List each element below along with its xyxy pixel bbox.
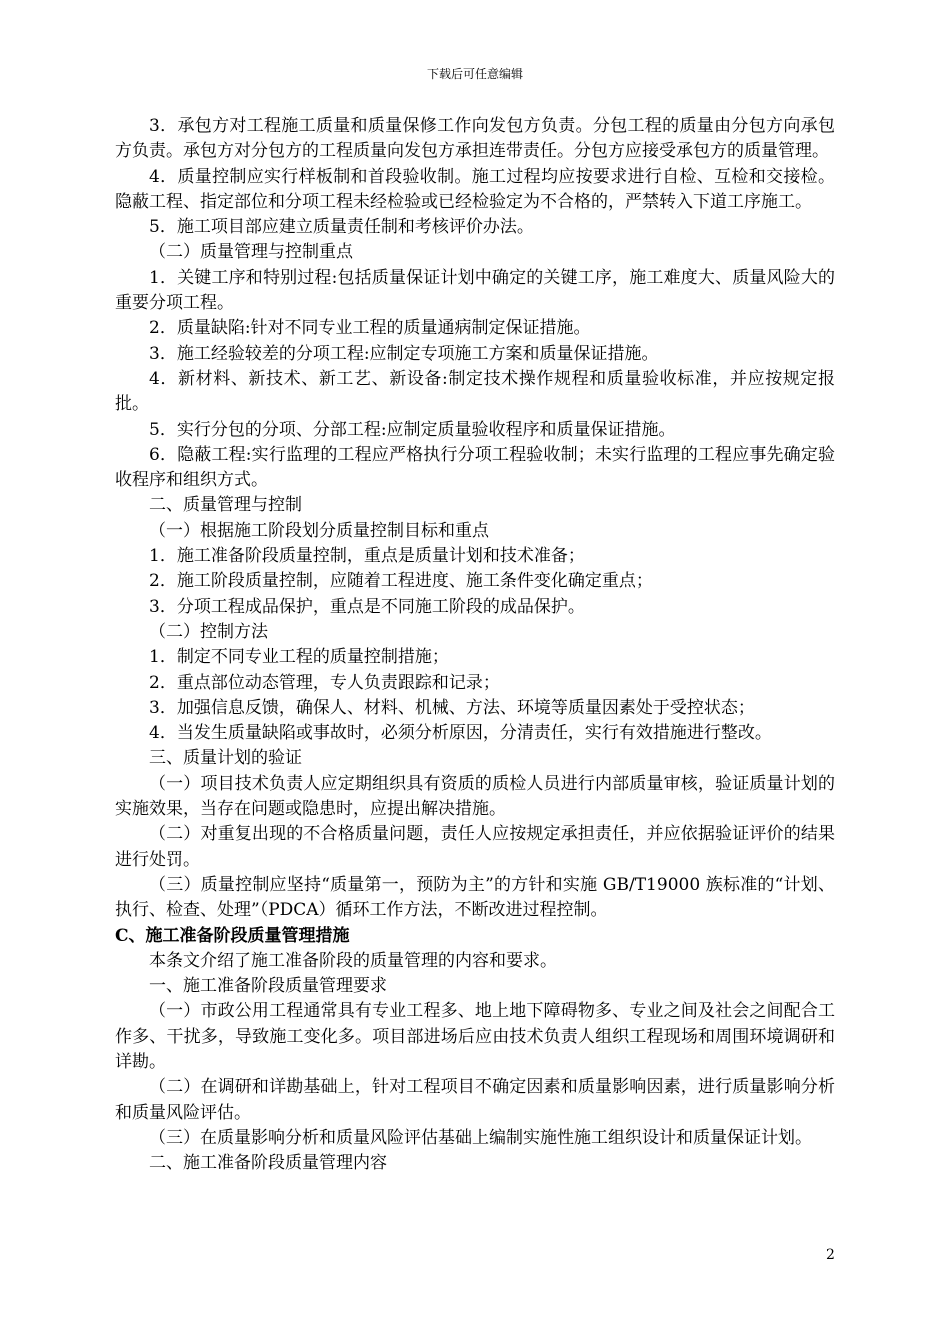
subsection-heading: （一）根据施工阶段划分质量控制目标和重点 <box>149 520 489 541</box>
paragraph: 4．当发生质量缺陷或事故时，必须分析原因，分清责任，实行有效措施进行整改。 <box>149 723 772 744</box>
paragraph: 2．重点部位动态管理，专人负责跟踪和记录； <box>149 672 500 693</box>
paragraph: 3．施工经验较差的分项工程:应制定专项施工方案和质量保证措施。 <box>149 343 659 364</box>
paragraph: 1．制定不同专业工程的质量控制措施； <box>149 647 449 668</box>
section-heading: 一、施工准备阶段质量管理要求 <box>149 976 387 997</box>
paragraph: 3．加强信息反馈，确保人、材料、机械、方法、环境等质量因素处于受控状态； <box>149 697 755 718</box>
paragraph: 4．新材料、新技术、新工艺、新设备:制定技术操作规程和质量验收标准，并应按规定报批。 <box>115 368 835 415</box>
chapter-heading: C、施工准备阶段质量管理措施 <box>115 925 350 946</box>
paragraph: （一）项目技术负责人应定期组织具有资质的质检人员进行内部质量审核，验证质量计划的实施效果，当存在问题或隐患时，应提出解决措施。 <box>115 773 835 820</box>
paragraph: （三）在质量影响分析和质量风险评估基础上编制实施性施工组织设计和质量保证计划。 <box>149 1127 812 1148</box>
paragraph: 4．质量控制应实行样板制和首段验收制。施工过程均应按要求进行自检、互检和交接检。隐蔽工程、指定部位和分项工程未经检验或已经检验定为不合格的，严禁转入下道工序施工。 <box>115 166 835 212</box>
paragraph: 3．承包方对工程施工质量和质量保修工作向发包方负责。分包工程的质量由分包方向承包方负责。承包方对分包方的工程质量向发包方承担连带责任。分包方应接受承包方的质量管理。 <box>115 116 835 162</box>
paragraph: 2．施工阶段质量控制，应随着工程进度、施工条件变化确定重点； <box>149 571 653 592</box>
page-number: 2 <box>826 1247 835 1263</box>
paragraph: （一）市政公用工程通常具有专业工程多、地上地下障碍物多、专业之间及社会之间配合工作多、干扰多，导致施工变化多。项目部进场后应由技术负责人组织工程现场和周围环境调研和详勘。 <box>115 1001 835 1072</box>
section-heading: 三、质量计划的验证 <box>149 748 302 769</box>
paragraph: 2．质量缺陷:针对不同专业工程的质量通病制定保证措施。 <box>149 318 591 339</box>
paragraph: （二）对重复出现的不合格质量问题，责任人应按规定承担责任，并应依据验证评价的结果进行处罚。 <box>115 824 835 870</box>
page-header: 下载后可任意编辑 <box>426 67 523 81</box>
subsection-heading: （二）控制方法 <box>149 621 268 642</box>
section-heading: 二、施工准备阶段质量管理内容 <box>149 1153 387 1174</box>
document-body <box>115 114 835 1176</box>
paragraph: （三）质量控制应坚持“质量第一，预防为主”的方针和实施 GB/T19000 族标准的“计划、执行、检查、处理”（PDCA）循环工作方法，不断改进过程控制。 <box>115 874 835 921</box>
section-heading: 二、质量管理与控制 <box>149 495 302 516</box>
paragraph: （二）在调研和详勘基础上，针对工程项目不确定因素和质量影响因素，进行质量影响分析和质量风险评估。 <box>115 1077 835 1123</box>
paragraph: 本条文介绍了施工准备阶段的质量管理的内容和要求。 <box>149 950 557 971</box>
paragraph: 3．分项工程成品保护，重点是不同施工阶段的成品保护。 <box>149 596 585 617</box>
paragraph: 5．施工项目部应建立质量责任制和考核评价办法。 <box>149 217 534 238</box>
paragraph: 6．隐蔽工程:实行监理的工程应严格执行分项工程验收制；未实行监理的工程应事先确定验收程序和组织方式。 <box>115 444 835 491</box>
paragraph: 1．关键工序和特别过程:包括质量保证计划中确定的关键工序，施工难度大、质量风险大的重要分项工程。 <box>115 267 835 314</box>
paragraph: 5．实行分包的分项、分部工程:应制定质量验收程序和质量保证措施。 <box>149 419 676 440</box>
subsection-heading: （二）质量管理与控制重点 <box>149 242 353 263</box>
paragraph: 1．施工准备阶段质量控制，重点是质量计划和技术准备； <box>149 546 585 567</box>
